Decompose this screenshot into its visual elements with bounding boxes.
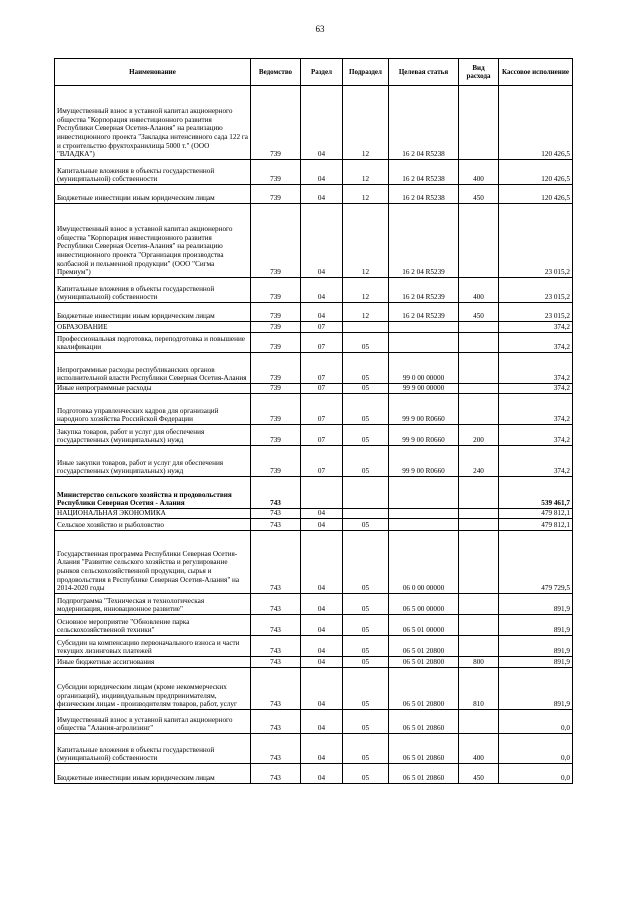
row-target-cell: 16 2 04 R5238	[389, 185, 459, 204]
table-row	[55, 657, 573, 668]
row-ministry-cell: 743	[251, 519, 301, 531]
budget-table	[54, 58, 573, 784]
row-target-cell: 16 2 04 R5238	[389, 86, 459, 160]
row-ministry-cell: 739	[251, 353, 301, 384]
row-target-cell: 06 5 01 20860	[389, 734, 459, 764]
table-row	[55, 185, 573, 204]
row-amount-cell: 374,2	[499, 384, 573, 394]
row-amount-cell: 0,0	[499, 764, 573, 784]
table-row	[55, 353, 573, 384]
table-row	[55, 509, 573, 519]
row-section-cell: 07	[301, 333, 343, 353]
row-ministry-cell: 743	[251, 509, 301, 519]
row-name-cell: Непрограммные расходы республиканских органов исполнительной власти Республики Северная Осетия-Алания	[55, 353, 251, 384]
row-ministry-cell: 743	[251, 710, 301, 734]
row-name-cell: Имущественный взнос в уставной капитал акционерного общества "Корпорация инвестиционного развития Республики Северная Осетия-Алания" на реализацию инвестиционного проекта "Организация производства колбасной и пельменной продукции" (ООО "Сигма Премиум")	[55, 204, 251, 278]
row-subsection-cell: 05	[343, 710, 389, 734]
row-target-cell: 99 0 00 00000	[389, 353, 459, 384]
row-type-cell	[459, 384, 499, 394]
row-name-cell: Основное мероприятие "Обновление парка сельскохозяйственной техники"	[55, 615, 251, 636]
row-ministry-cell: 739	[251, 446, 301, 477]
page-number: 63	[315, 24, 325, 34]
row-name-cell: НАЦИОНАЛЬНАЯ ЭКОНОМИКА	[55, 509, 251, 519]
row-ministry-cell: 739	[251, 303, 301, 322]
row-section-cell: 04	[301, 657, 343, 668]
row-target-cell: 16 2 04 R5238	[389, 160, 459, 185]
row-amount-cell: 23 015,2	[499, 303, 573, 322]
row-ministry-cell: 739	[251, 333, 301, 353]
row-subsection-cell: 12	[343, 160, 389, 185]
row-target-cell: 99 9 00 R0660	[389, 394, 459, 425]
table-row	[55, 322, 573, 333]
table-row	[55, 425, 573, 446]
table-row	[55, 477, 573, 509]
row-subsection-cell: 05	[343, 425, 389, 446]
row-amount-cell: 120 426,5	[499, 86, 573, 160]
row-section-cell: 04	[301, 160, 343, 185]
row-ministry-cell: 743	[251, 477, 301, 509]
row-name-cell: Закупка товаров, работ и услуг для обеспечения государственных (муниципальных) нужд	[55, 425, 251, 446]
row-type-cell: 400	[459, 278, 499, 303]
row-type-cell: 400	[459, 734, 499, 764]
table-row	[55, 86, 573, 160]
row-amount-cell: 891,9	[499, 594, 573, 615]
row-amount-cell: 374,2	[499, 425, 573, 446]
row-target-cell	[389, 333, 459, 353]
row-amount-cell: 23 015,2	[499, 204, 573, 278]
row-section-cell: 04	[301, 615, 343, 636]
table-row	[55, 519, 573, 531]
row-subsection-cell: 05	[343, 594, 389, 615]
row-section-cell: 04	[301, 764, 343, 784]
row-target-cell	[389, 509, 459, 519]
row-type-cell	[459, 353, 499, 384]
row-name-cell: Иные закупки товаров, работ и услуг для обеспечения государственных (муниципальных) нужд	[55, 446, 251, 477]
row-amount-cell: 891,9	[499, 636, 573, 657]
row-target-cell	[389, 519, 459, 531]
table-row	[55, 764, 573, 784]
header-ministry: Ведомство	[251, 59, 301, 86]
row-section-cell: 07	[301, 322, 343, 333]
row-target-cell: 06 5 01 20800	[389, 668, 459, 710]
row-ministry-cell: 743	[251, 594, 301, 615]
table-row	[55, 636, 573, 657]
header-section: Раздел	[301, 59, 343, 86]
header-target: Целевая статья	[389, 59, 459, 86]
row-subsection-cell: 05	[343, 394, 389, 425]
row-name-cell: Субсидии юридическим лицам (кроме некоммерческих организаций), индивидуальным предпринимателям, физическим лицам - производителям товаров, работ, услуг	[55, 668, 251, 710]
row-name-cell: Подпрограмма "Техническая и технологическая модернизация, инновационное развитие"	[55, 594, 251, 615]
row-name-cell: Государственная программа Республики Северная Осетия-Алания "Развитие сельского хозяйства и регулирование рынков сельскохозяйственной продукции, сырья и продовольствия в Республике Северная Осетия-Алания" на 2014-2020 годы	[55, 531, 251, 594]
row-amount-cell: 120 426,5	[499, 160, 573, 185]
row-type-cell	[459, 531, 499, 594]
row-section-cell: 04	[301, 519, 343, 531]
row-section-cell: 04	[301, 531, 343, 594]
row-section-cell: 04	[301, 668, 343, 710]
row-type-cell: 240	[459, 446, 499, 477]
row-section-cell: 04	[301, 185, 343, 204]
row-name-cell: Субсидии на компенсацию первоначального взноса и части текущих лизинговых платежей	[55, 636, 251, 657]
row-ministry-cell: 743	[251, 636, 301, 657]
row-type-cell: 810	[459, 668, 499, 710]
row-name-cell: Профессиональная подготовка, переподготовка и повышение квалификации	[55, 333, 251, 353]
row-amount-cell: 539 461,7	[499, 477, 573, 509]
row-section-cell: 07	[301, 425, 343, 446]
table-row	[55, 446, 573, 477]
header-expense-type: Вид расхода	[459, 59, 499, 86]
row-target-cell: 99 9 00 00000	[389, 384, 459, 394]
row-amount-cell: 0,0	[499, 710, 573, 734]
row-ministry-cell: 743	[251, 531, 301, 594]
row-target-cell: 16 2 04 R5239	[389, 278, 459, 303]
row-type-cell: 450	[459, 185, 499, 204]
row-type-cell: 450	[459, 303, 499, 322]
row-section-cell: 04	[301, 509, 343, 519]
row-type-cell	[459, 594, 499, 615]
row-subsection-cell: 05	[343, 519, 389, 531]
row-amount-cell: 374,2	[499, 353, 573, 384]
row-name-cell: Иные бюджетные ассигнования	[55, 657, 251, 668]
row-name-cell: Иные непрограммные расходы	[55, 384, 251, 394]
table-row	[55, 160, 573, 185]
row-amount-cell: 479 812,1	[499, 519, 573, 531]
row-type-cell	[459, 710, 499, 734]
row-section-cell: 04	[301, 636, 343, 657]
row-section-cell: 04	[301, 594, 343, 615]
row-ministry-cell: 739	[251, 394, 301, 425]
row-type-cell: 450	[459, 764, 499, 784]
row-name-cell: Бюджетные инвестиции иным юридическим лицам	[55, 303, 251, 322]
row-amount-cell: 374,2	[499, 333, 573, 353]
header-execution: Кассовое исполнение	[499, 59, 573, 86]
row-section-cell: 07	[301, 446, 343, 477]
row-subsection-cell: 05	[343, 668, 389, 710]
row-section-cell: 07	[301, 353, 343, 384]
row-ministry-cell: 739	[251, 384, 301, 394]
row-amount-cell: 479 729,5	[499, 531, 573, 594]
table-row	[55, 615, 573, 636]
row-section-cell: 04	[301, 86, 343, 160]
row-subsection-cell	[343, 477, 389, 509]
row-amount-cell: 891,9	[499, 615, 573, 636]
row-ministry-cell: 739	[251, 322, 301, 333]
row-type-cell	[459, 86, 499, 160]
header-subsection: Подраздел	[343, 59, 389, 86]
row-section-cell: 04	[301, 734, 343, 764]
row-type-cell: 400	[459, 160, 499, 185]
row-amount-cell: 120 426,5	[499, 185, 573, 204]
row-ministry-cell: 739	[251, 278, 301, 303]
row-type-cell	[459, 509, 499, 519]
row-subsection-cell: 12	[343, 303, 389, 322]
row-ministry-cell: 743	[251, 764, 301, 784]
row-amount-cell: 479 812,1	[499, 509, 573, 519]
row-name-cell: Капитальные вложения в объекты государственной (муниципальной) собственности	[55, 278, 251, 303]
row-ministry-cell: 739	[251, 86, 301, 160]
row-target-cell	[389, 322, 459, 333]
row-type-cell: 800	[459, 657, 499, 668]
table-row	[55, 204, 573, 278]
table-row	[55, 394, 573, 425]
row-subsection-cell: 12	[343, 86, 389, 160]
row-name-cell: Капитальные вложения в объекты государственной (муниципальной) собственности	[55, 734, 251, 764]
table-row	[55, 710, 573, 734]
row-amount-cell: 23 015,2	[499, 278, 573, 303]
row-section-cell: 04	[301, 303, 343, 322]
row-subsection-cell: 12	[343, 204, 389, 278]
row-target-cell: 06 5 01 00000	[389, 615, 459, 636]
header-name: Наименование	[55, 59, 251, 86]
table-row	[55, 384, 573, 394]
row-target-cell: 06 5 01 20860	[389, 764, 459, 784]
table-row	[55, 278, 573, 303]
row-ministry-cell: 743	[251, 615, 301, 636]
row-name-cell: Имущественный взнос в уставной капитал акционерного общества "Алания-агролизинг"	[55, 710, 251, 734]
row-name-cell: Министерство сельского хозяйства и продовольствия Республики Северная Осетия - Алания	[55, 477, 251, 509]
table-row	[55, 594, 573, 615]
row-target-cell: 06 0 00 00000	[389, 531, 459, 594]
row-name-cell: Бюджетные инвестиции иным юридическим лицам	[55, 764, 251, 784]
row-subsection-cell: 05	[343, 531, 389, 594]
row-subsection-cell	[343, 322, 389, 333]
row-subsection-cell: 05	[343, 657, 389, 668]
table-row	[55, 303, 573, 322]
table-row	[55, 531, 573, 594]
row-ministry-cell: 743	[251, 734, 301, 764]
row-amount-cell: 891,9	[499, 668, 573, 710]
row-target-cell: 06 5 01 20860	[389, 710, 459, 734]
row-subsection-cell: 05	[343, 734, 389, 764]
row-amount-cell: 0,0	[499, 734, 573, 764]
row-type-cell	[459, 636, 499, 657]
row-amount-cell: 374,2	[499, 394, 573, 425]
row-type-cell	[459, 204, 499, 278]
row-type-cell	[459, 394, 499, 425]
row-target-cell: 99 9 00 R0660	[389, 446, 459, 477]
row-target-cell: 99 9 00 R0660	[389, 425, 459, 446]
row-section-cell: 04	[301, 278, 343, 303]
row-section-cell: 04	[301, 710, 343, 734]
table-header-row	[55, 59, 573, 86]
row-subsection-cell: 05	[343, 384, 389, 394]
row-target-cell: 16 2 04 R5239	[389, 204, 459, 278]
row-subsection-cell: 05	[343, 353, 389, 384]
row-ministry-cell: 739	[251, 160, 301, 185]
row-amount-cell: 374,2	[499, 446, 573, 477]
row-target-cell: 06 5 00 00000	[389, 594, 459, 615]
row-type-cell	[459, 322, 499, 333]
table-row	[55, 333, 573, 353]
row-type-cell	[459, 477, 499, 509]
row-ministry-cell: 743	[251, 668, 301, 710]
row-subsection-cell: 05	[343, 615, 389, 636]
row-amount-cell: 374,2	[499, 322, 573, 333]
row-subsection-cell: 05	[343, 764, 389, 784]
row-name-cell: Имущественный взнос в уставной капитал акционерного общества "Корпорация инвестиционного развития Республики Северная Осетия-Алания" на реализацию инвестиционного проекта "Закладка интенсивного сада 122 га и строительство фруктохранилища 5000 т." (ООО "ВЛАДКА")	[55, 86, 251, 160]
row-ministry-cell: 739	[251, 425, 301, 446]
row-name-cell: ОБРАЗОВАНИЕ	[55, 322, 251, 333]
row-type-cell	[459, 615, 499, 636]
row-amount-cell: 891,9	[499, 657, 573, 668]
row-subsection-cell	[343, 509, 389, 519]
row-name-cell: Капитальные вложения в объекты государственной (муниципальной) собственности	[55, 160, 251, 185]
row-subsection-cell: 12	[343, 185, 389, 204]
row-subsection-cell: 05	[343, 333, 389, 353]
row-name-cell: Подготовка управленческих кадров для организаций народного хозяйства Российской Федерации	[55, 394, 251, 425]
row-type-cell: 200	[459, 425, 499, 446]
row-type-cell	[459, 519, 499, 531]
row-name-cell: Сельское хозяйство и рыболовство	[55, 519, 251, 531]
row-section-cell: 04	[301, 204, 343, 278]
row-ministry-cell: 739	[251, 204, 301, 278]
row-subsection-cell: 05	[343, 446, 389, 477]
row-section-cell: 07	[301, 384, 343, 394]
table-body	[55, 86, 573, 784]
row-subsection-cell: 12	[343, 278, 389, 303]
row-target-cell	[389, 477, 459, 509]
row-section-cell	[301, 477, 343, 509]
row-target-cell: 06 5 01 20800	[389, 636, 459, 657]
row-name-cell: Бюджетные инвестиции иным юридическим лицам	[55, 185, 251, 204]
row-target-cell: 06 5 01 20800	[389, 657, 459, 668]
row-ministry-cell: 739	[251, 185, 301, 204]
row-section-cell: 07	[301, 394, 343, 425]
row-target-cell: 16 2 04 R5239	[389, 303, 459, 322]
row-subsection-cell: 05	[343, 636, 389, 657]
row-type-cell	[459, 333, 499, 353]
row-ministry-cell: 743	[251, 657, 301, 668]
table-row	[55, 668, 573, 710]
table-row	[55, 734, 573, 764]
